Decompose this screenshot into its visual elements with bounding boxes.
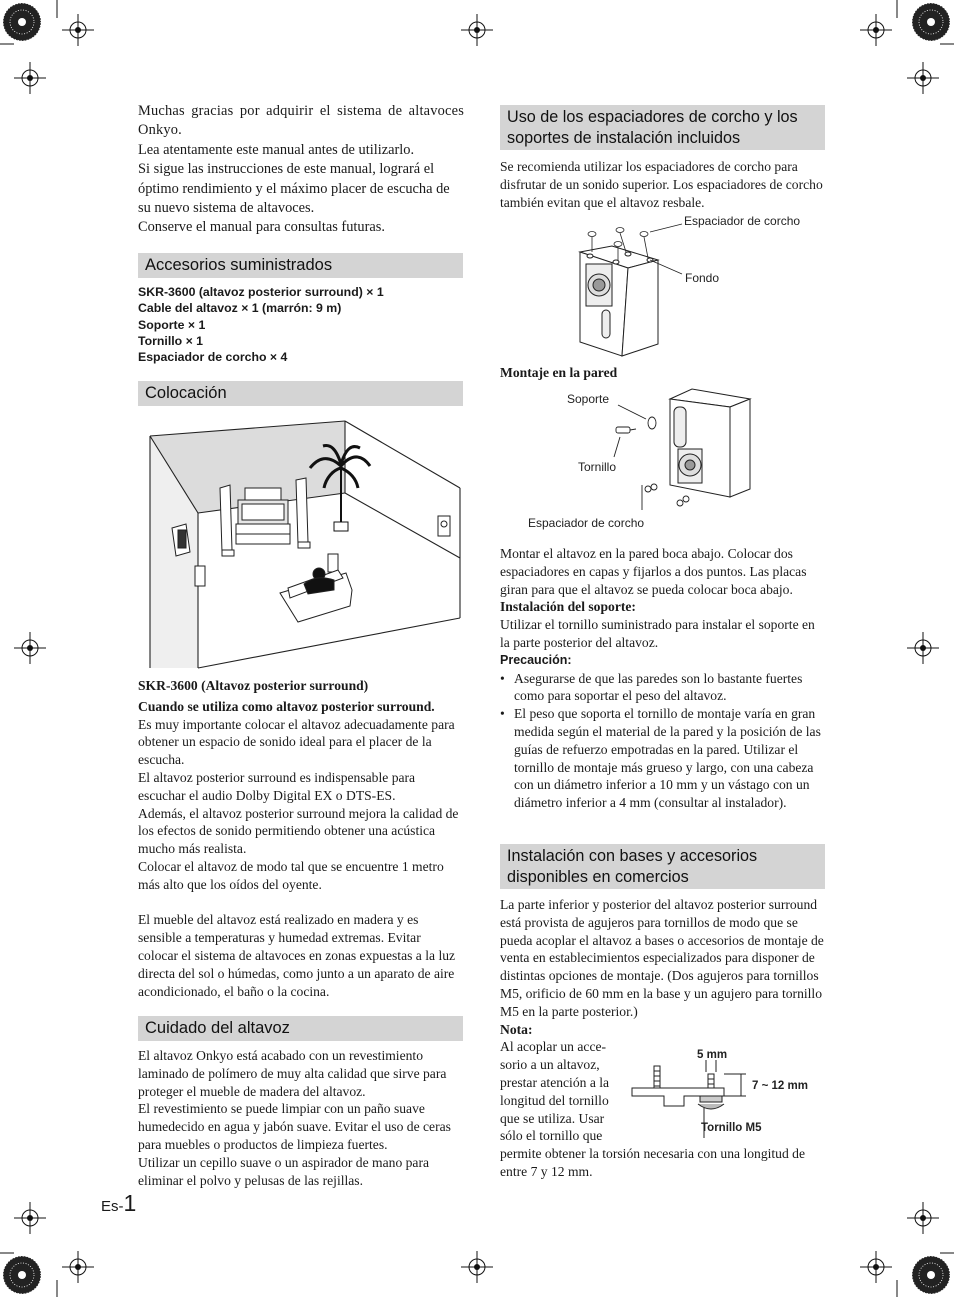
- paragraph: El mueble del altavoz está realizado en madera y es sensible a temperaturas y humedad extremas. Evitar colocar el sistema de altavoces en zonas expuestas a la luz directa del sol o húmedas, como junto a un aparato de aire acondicionado, el baño o la cocina.: [138, 912, 456, 999]
- section-heading-uso: Uso de los espaciadores de corcho y los soportes de instalación incluidos: [500, 105, 825, 150]
- accessory-item: Tornillo × 1: [138, 333, 204, 348]
- couch-with-listener: [280, 568, 352, 622]
- list-item: • Asegurarse de que las paredes son lo bastante fuertes como para soportar el peso del altavoz.: [500, 670, 826, 706]
- paragraph: El revestimiento se puede limpiar con un paño suave humedecido en agua y jabón suave. Evitar el uso de ceras para muebles o productos de limpieza fuertes.: [138, 1101, 451, 1152]
- list-item: • El peso que soporta el tornillo de montaje varía en gran medida según el material de la pared y la posición de las guías de refuerzo empotradas en la pared. Utilizar el tornillo de montaje más grueso y largo, con una cabeza con un diámetro inferior a 10 mm y un vástago con un diámetro inferior a 4 mm (consultar al instalador).: [500, 705, 826, 812]
- starburst-mark-bottom-right: [912, 1256, 950, 1294]
- page-number-value: 1: [123, 1190, 137, 1216]
- room-placement-illustration: [138, 418, 468, 673]
- paragraph: El altavoz posterior surround es indispensable para escuchar el audio Dolby Digital EX o DTS-ES.: [138, 769, 416, 803]
- accessory-list: [138, 284, 458, 365]
- label-7-12mm: 7 ~ 12 mm: [752, 1080, 808, 1092]
- intro-paragraph: Muchas gracias por adquirir el sistema de altavoces Onkyo.: [138, 103, 464, 139]
- cork-spacer-illustration: [570, 222, 690, 362]
- starburst-mark-top-left: [3, 3, 41, 41]
- starburst-mark-top-right: [912, 3, 950, 41]
- accessory-item: Soporte × 1: [138, 317, 206, 332]
- accessory-item: Cable del altavoz × 1 (marrón: 9 m): [138, 301, 342, 316]
- nota-line: prestar atención a la: [500, 1074, 610, 1090]
- label-fondo: Fondo: [685, 271, 720, 285]
- section-heading-bases: Instalación con bases y accesorios disponibles en comercios: [500, 844, 825, 889]
- nota-line: Al acoplar un acce-: [500, 1039, 607, 1055]
- paragraph: La parte inferior y posterior del altavoz posterior surround está provista de agujeros para tornillos de modo que se pueda acoplar el altavoz a bases o accesorios de montaje de venta en establecimientos especializados para disponer de distintas opciones de montaje. (Dos agujeros para tornillos M5, orificio de 60 mm en la base y un agujero para tornillo M5 en la parte posterior.): [500, 897, 824, 1019]
- paragraph: El altavoz Onkyo está acabado con un revestimiento laminado de polímero de muy alta calidad que sirve para proteger el mueble de madera del altavoz.: [138, 1048, 447, 1099]
- paragraph: permite obtener la torsión necesaria con una longitud de entre 7 y 12 mm.: [500, 1146, 805, 1179]
- paragraph: Es muy importante colocar el altavoz adecuadamente para obtener un espacio de sonido ideal para el placer de la escucha.: [138, 716, 455, 768]
- label-5mm: 5 mm: [697, 1049, 728, 1061]
- subheading-montaje: Montaje en la pared: [500, 365, 618, 380]
- intro-paragraph: Lea atentamente este manual antes de utilizarlo.: [138, 141, 415, 158]
- uso-mounting-text: [500, 545, 826, 812]
- subheading-instalacion: Instalación del soporte:: [500, 599, 636, 615]
- cuidado-text: [138, 1047, 464, 1189]
- paragraph: Se recomienda utilizar los espaciadores de corcho para disfrutar de un sonido superior. Los espaciadores de corcho también evitan que el altavoz resbale.: [500, 159, 823, 210]
- nota-line: sólo el tornillo que: [500, 1128, 603, 1144]
- subheading-nota: Nota:: [500, 1021, 533, 1037]
- section-heading-colocacion: Colocación: [138, 381, 463, 406]
- precaution-list: [500, 670, 826, 812]
- paragraph: Además, el altavoz posterior surround mejora la calidad de los efectos de sonido permitiendo obtener una acústica mucho más realista.: [138, 805, 459, 857]
- intro-text: [138, 102, 464, 238]
- figure-caption: SKR-3600 (Altavoz posterior surround): [138, 678, 369, 693]
- page-number: [101, 1190, 136, 1217]
- nota-line: sorio a un altavoz,: [500, 1057, 600, 1073]
- page-number-prefix: Es-: [101, 1198, 124, 1215]
- accessory-item: SKR-3600 (altavoz posterior surround) × 1: [138, 285, 384, 299]
- subheading: Cuando se utiliza como altavoz posterior surround.: [138, 698, 435, 714]
- section-heading-cuidado: Cuidado del altavoz: [138, 1016, 463, 1041]
- subheading-precaucion: Precaución:: [500, 652, 572, 667]
- accessory-item: Espaciador de corcho × 4: [138, 350, 288, 365]
- intro-paragraph: Conserve el manual para consultas futuras.: [138, 219, 385, 236]
- starburst-mark-bottom-left: [3, 1256, 41, 1294]
- paragraph: Colocar el altavoz de modo tal que se encuentre 1 metro más alto que los oídos del oyente.: [138, 858, 444, 892]
- paragraph: Utilizar un cepillo suave o un aspirador de mano para eliminar el polvo y pelusas de las rejillas.: [138, 1154, 430, 1188]
- nota-wrapped-lines: [500, 1038, 618, 1145]
- intro-paragraph: Si sigue las instrucciones de este manual, logrará el óptimo rendimiento y el máximo placer de escucha de su nuevo sistema de altavoces.: [138, 161, 450, 217]
- uso-intro-text: [500, 158, 826, 211]
- label-espaciador-de-corcho: Espaciador de corcho: [684, 214, 801, 228]
- label-tornillo-m5: Tornillo M5: [701, 1122, 762, 1134]
- label-espaciador-de-corcho: Espaciador de corcho: [528, 516, 645, 530]
- nota-line: que se utiliza. Usar: [500, 1110, 605, 1126]
- label-tornillo: Tornillo: [578, 460, 617, 474]
- paragraph: Utilizar el tornillo suministrado para instalar el soporte en la parte posterior del altavoz.: [500, 617, 815, 650]
- paragraph: Montar el altavoz en la pared boca abajo. Colocar dos espaciadores en capas y fijarlos a dos puntos. Las placas giran para que el altavoz se pueda colocar boca abajo.: [500, 546, 807, 597]
- colocacion-text: [138, 677, 464, 1000]
- label-soporte: Soporte: [567, 392, 610, 406]
- section-heading-accesorios: Accesorios suministrados: [138, 253, 463, 278]
- wall-mount-illustration: [610, 385, 760, 510]
- nota-line: longitud del tornillo: [500, 1092, 609, 1108]
